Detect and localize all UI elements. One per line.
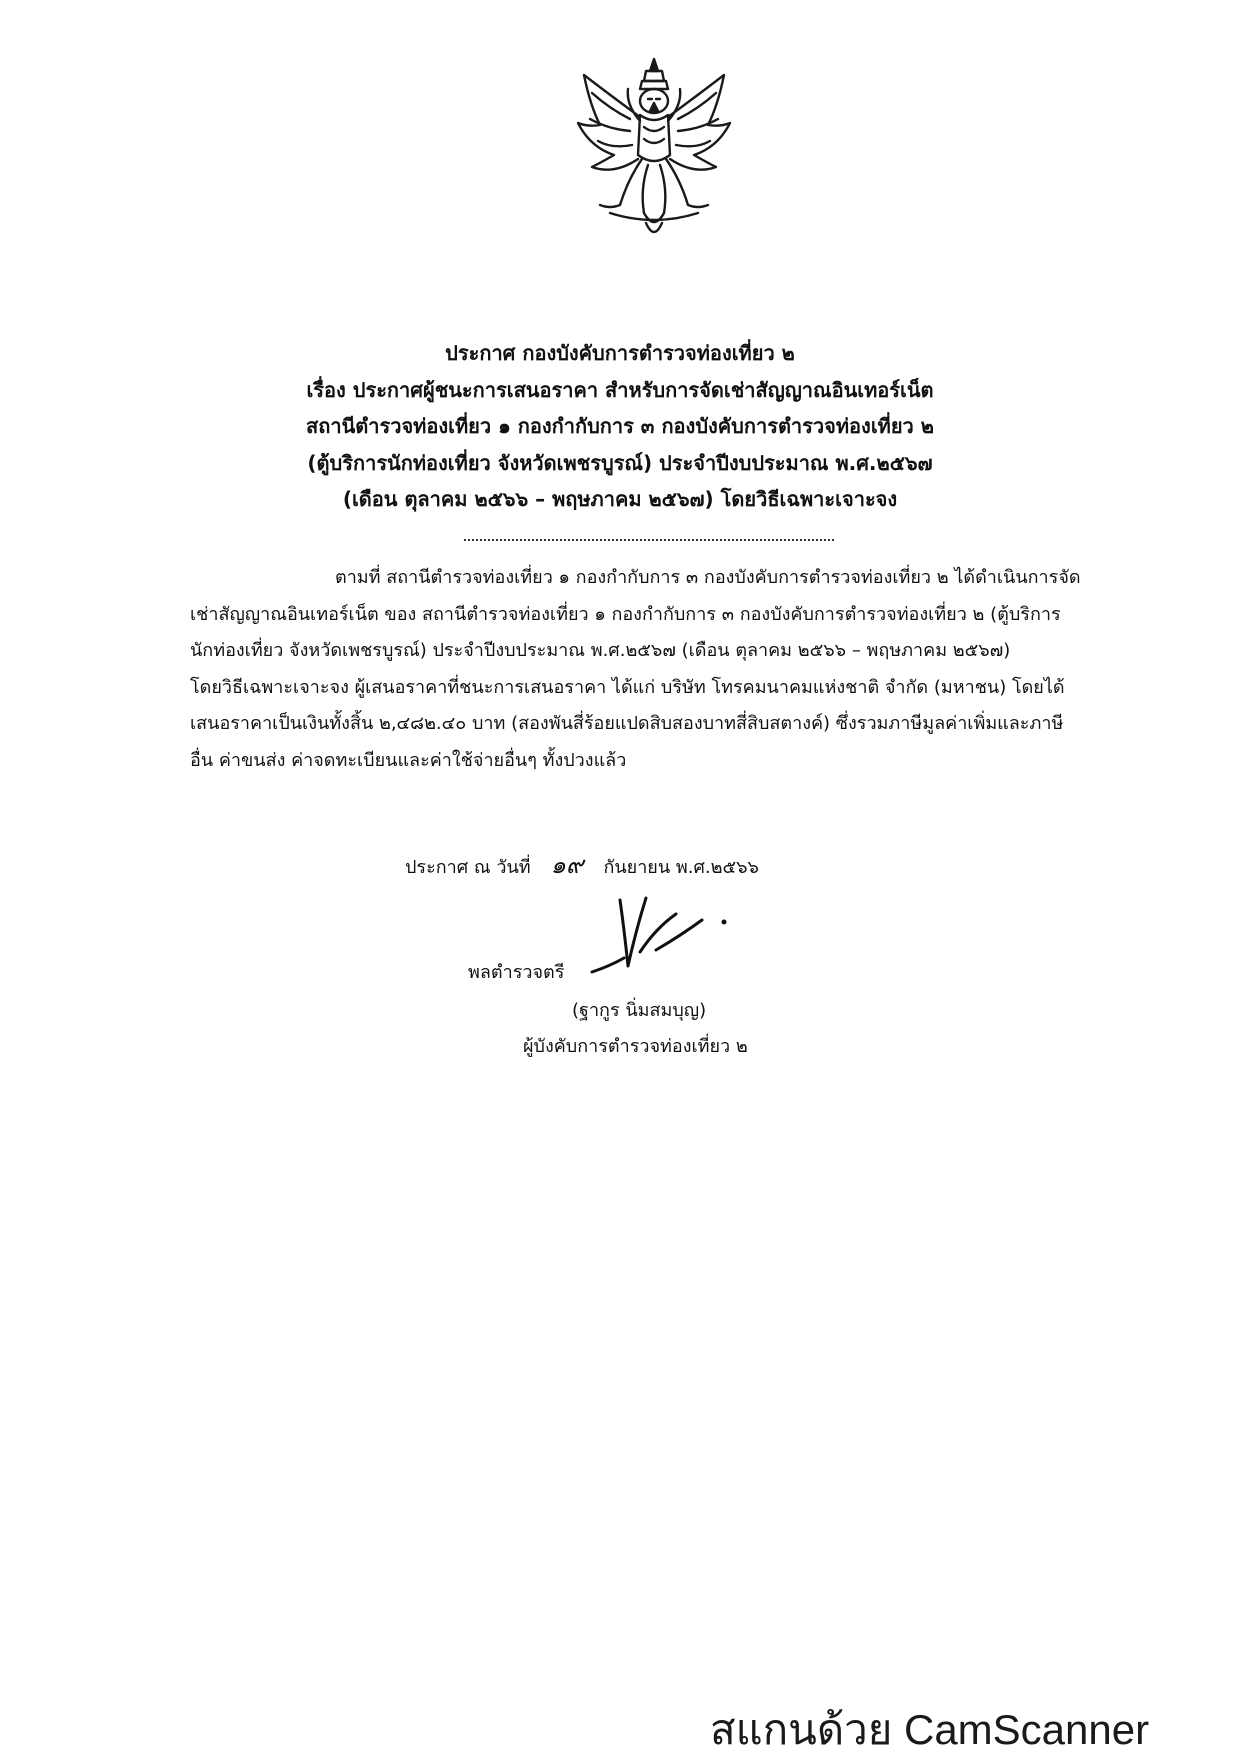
- heading-line-4: (ตู้บริการนักท่องเที่ยว จังหวัดเพชรบูรณ์) ประจำปีงบประมาณ พ.ศ.๒๕๖๗: [307, 450, 933, 475]
- announcement-body: [190, 560, 1120, 779]
- body-line: โดยวิธีเฉพาะเจาะจง ผู้เสนอราคาที่ชนะการเสนอราคา ได้แก่ บริษัท โทรคมนาคมแห่งชาติ จำกัด (มหาชน) โดยได้: [190, 676, 1065, 698]
- body-line: ตามที่ สถานีตำรวจท่องเที่ยว ๑ กองกำกับการ ๓ กองบังคับการตำรวจท่องเที่ยว ๒ ได้ดำเนินการจัด: [335, 567, 1081, 588]
- announcement-date: [405, 845, 759, 884]
- heading-line-1: ประกาศ กองบังคับการตำรวจท่องเที่ยว ๒: [445, 341, 795, 365]
- body-line: เช่าสัญญาณอินเทอร์เน็ต ของ สถานีตำรวจท่องเที่ยว ๑ กองกำกับการ ๓ กองบังคับการตำรวจท่องเที่ยว ๒ (ตู้บริการ: [190, 603, 1061, 625]
- body-line: นักท่องเที่ยว จังหวัดเพชรบูรณ์) ประจำปีงบประมาณ พ.ศ.๒๕๖๗ (เดือน ตุลาคม ๒๕๖๖ – พฤษภาคม ๒๕๖๗): [190, 640, 1011, 661]
- garuda-emblem-icon: [570, 55, 738, 245]
- body-line: เสนอราคาเป็นเงินทั้งสิ้น ๒,๔๘๒.๔๐ บาท (สองพันสี่ร้อยแปดสิบสองบาทสี่สิบสตางค์) ซึ่งรวมภาษีมูลค่าเพิ่มและภาษี: [190, 713, 1064, 734]
- heading-line-5: (เดือน ตุลาคม ๒๕๖๖ – พฤษภาคม ๒๕๖๗) โดยวิธีเฉพาะเจาะจง: [342, 487, 898, 511]
- heading-line-2: เรื่อง ประกาศผู้ชนะการเสนอราคา สำหรับการจัดเช่าสัญญาณอินเทอร์เน็ต: [306, 377, 934, 402]
- signer-rank: พลตำรวจตรี: [468, 962, 565, 983]
- camscanner-watermark: สแกนด้วย CamScanner: [710, 1706, 1150, 1753]
- date-month-year: กันยายน พ.ศ.๒๕๖๖: [603, 857, 759, 878]
- handwritten-signature-icon: [590, 880, 740, 980]
- signer-title: ผู้บังคับการตำรวจท่องเที่ยว ๒: [523, 1036, 748, 1057]
- announcement-heading: [250, 335, 990, 518]
- body-line: อื่น ค่าขนส่ง ค่าจดทะเบียนและค่าใช้จ่ายอื่นๆ ทั้งปวงแล้ว: [190, 749, 627, 771]
- date-prefix: ประกาศ ณ วันที่: [405, 857, 531, 878]
- signer-name: (ฐากูร นิ่มสมบุญ): [572, 1000, 707, 1021]
- heading-line-3: สถานีตำรวจท่องเที่ยว ๑ กองกำกับการ ๓ กองบังคับการตำรวจท่องเที่ยว ๒: [306, 414, 934, 438]
- date-day: ๑๙: [550, 851, 584, 879]
- dotted-divider: [464, 539, 834, 541]
